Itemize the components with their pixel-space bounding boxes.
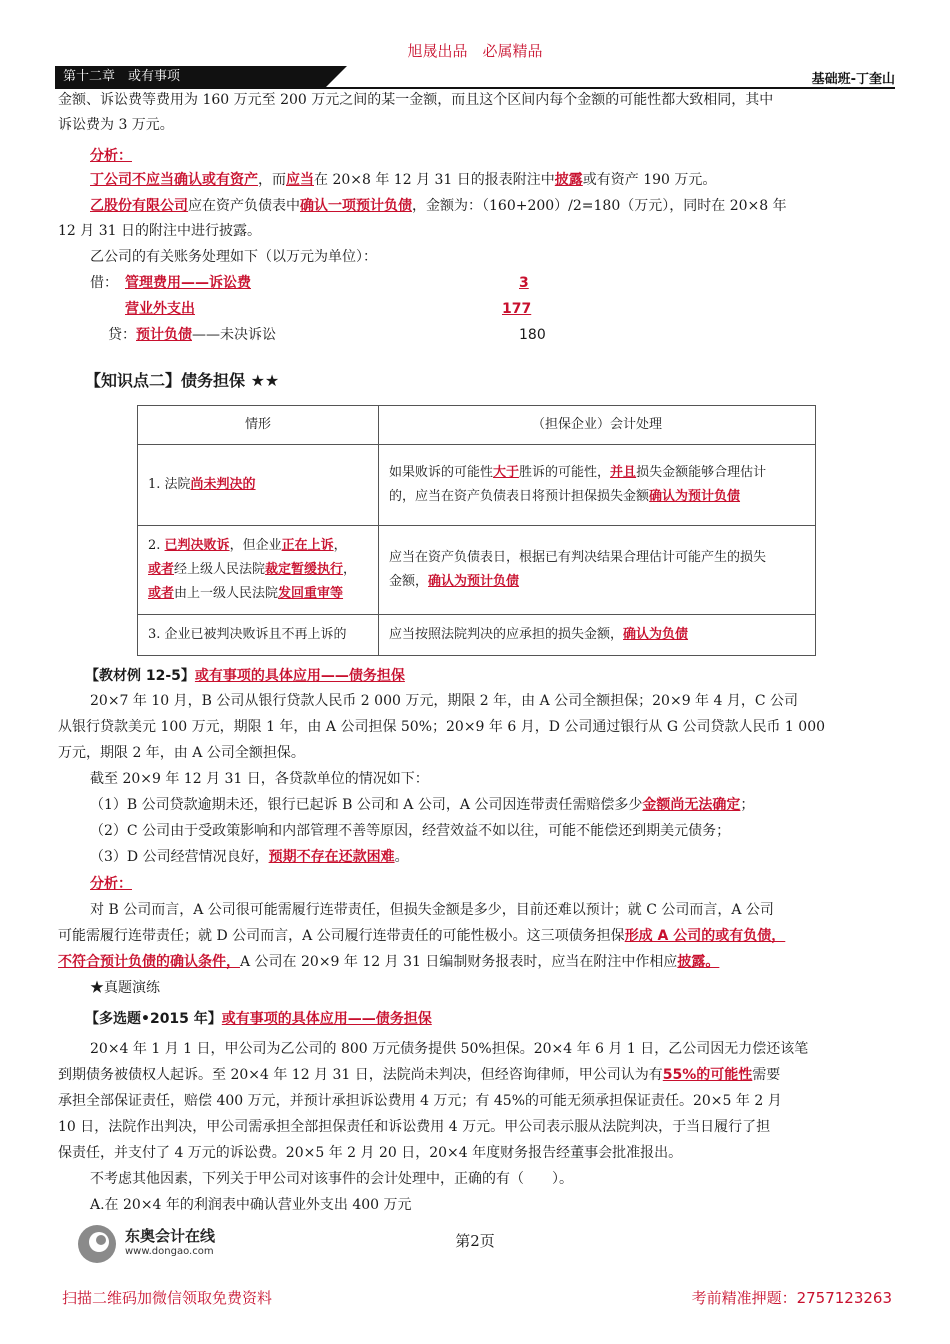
example-title: 或有事项的具体应用——债务担保 [194,668,405,684]
plain-text: 到期债务被债权人起诉。至 20×4 年 12 月 31 日，法院尚未判决，但经咨询律师，甲公司认为有 [58,1067,663,1083]
plain-text: 在 20×8 年 12 月 31 日的报表附注中 [314,172,555,188]
mark-text: 披露 [554,172,583,188]
example-line-4: 截至 20×9 年 12 月 31 日，各贷款单位的情况如下： [90,771,429,787]
example-heading [85,664,921,688]
plain-text: ，但企业 [229,538,282,553]
analysis2-line-3 [58,950,894,974]
mark-text: 并且 [610,465,637,480]
debit-amount-2: 177 [502,301,532,317]
mark-text: 应当 [286,172,314,188]
credit-sub-account: ——未决诉讼 [192,327,276,343]
plain-text: （1）B 公司贷款逾期未还，银行已起诉 B 公司和 A 公司，A 公司因连带责任需赔偿多少 [90,797,643,813]
mark-text: 确认一项预计负债 [300,198,412,214]
debit-amount-1: 3 [519,275,529,291]
plain-text: 由上一级人民法院 [174,586,279,601]
debit-account-2: 营业外支出 [125,301,195,317]
mark-text: 形成 A 公司的或有负债， [624,928,786,944]
mark-text: 正在上诉 [281,538,334,553]
plain-text: ， [333,538,347,553]
plain-text: 可能需履行连带责任；就 D 公司而言，A 公司履行连带责任的可能性极小。这三项债务担保 [58,928,625,944]
mark-text: 预期不存在还款困难 [268,849,395,865]
table-row [138,526,816,615]
example-line-3: 万元，期限 2 年，由 A 公司全额担保。 [58,745,305,761]
credit-line [108,323,276,347]
plain-text: （3）D 公司经营情况良好， [90,849,269,865]
mark-text: 或者 [148,586,175,601]
plain-text: 1. 法院 [148,477,191,492]
practice-question: 不考虑其他因素，下列关于甲公司对该事件的会计处理中，正确的有（ ）。 [90,1171,573,1187]
mark-text: 已判决败诉 [164,538,230,553]
debit-account-1: 管理费用——诉讼费 [125,275,251,291]
analysis-label-1 [90,144,894,168]
practice-line-5: 保责任，并支付了 4 万元的诉讼费。20×5 年 2 月 20 日，20×4 年度财务报告经董事会批准报出。 [58,1145,683,1161]
mark-text: 或者 [148,562,175,577]
table-header-cell: 情形 [138,406,379,445]
table-row [138,445,816,526]
chapter-bar-triangle [325,66,347,88]
chapter-title: 第十二章 或有事项 [55,66,325,88]
analysis1-p3: 乙公司的有关账务处理如下（以万元为单位）： [90,249,377,265]
mark-text: 乙股份有限公司 [90,198,188,214]
table-header-row [138,406,816,445]
debit-label: 借： [90,275,118,291]
analysis2-line-2 [58,924,894,948]
mark-text: 确认为预计负债 [649,489,741,504]
logo-url: www.dongao.com [125,1246,214,1257]
table-cell [138,445,379,526]
guarantee-table [137,405,816,656]
mark-text: 确认为负债 [623,627,689,642]
mark-text: 披露。 [677,954,720,970]
analysis1-p2-cont: 12 月 31 日的附注中进行披露。 [58,223,261,239]
credit-amount: 180 [519,327,546,343]
table-cell [379,615,816,656]
plain-text: 需要 [752,1067,781,1083]
table-cell [138,526,379,615]
credit-label: 贷： [108,327,136,343]
mark-text: 发回重审等 [278,586,344,601]
mark-text: 不符合预计负债的确认条件， [58,954,240,970]
table-header-cell: （担保企业）会计处理 [379,406,816,445]
mark-text: 大于 [493,465,520,480]
practice-heading [85,1007,921,1031]
section-title: 【知识点二】债务担保 ★★ [85,371,280,390]
mark-text: 裁定暂缓执行 [265,562,344,577]
promo-left: 扫描二维码加微信领取免费资料 [62,1289,273,1307]
example-tag: 【教材例 12-5】 [85,668,195,684]
plain-text: 如果败诉的可能性 [389,465,494,480]
chapter-bar [55,66,895,88]
practice-line-2 [58,1063,894,1087]
practice-star: ★真题演练 [90,980,160,996]
plain-text: 经上级人民法院 [174,562,266,577]
page-number: 第2页 [455,1232,495,1250]
plain-text: 。 [394,849,409,865]
plain-text: ， [343,562,357,577]
intro-line-1: 金额、诉讼费等费用为 160 万元至 200 万元之间的某一金额，而且这个区间内每个金额的可能性都大致相同，其中 [58,92,774,108]
table-cell [379,445,816,526]
analysis1-p1 [90,168,894,192]
example-item-3 [90,845,894,869]
plain-text: ，金额为：（160+200）/2=180（万元），同时在 20×8 年 [412,198,787,214]
table-row [138,615,816,656]
practice-title: 或有事项的具体应用——债务担保 [221,1011,432,1027]
logo-name: 东奥会计在线 [125,1227,216,1245]
table-cell [379,526,816,615]
mark-text: 确认为预计负债 [428,574,520,589]
credit-account: 预计负债 [136,327,192,343]
plain-text: 应当按照法院判决的应承担的损失金额， [389,627,624,642]
plain-text: 或有资产 190 万元。 [582,172,717,188]
plain-text: 的，应当在资产负债表日将预计担保损失金额 [389,489,650,504]
practice-tag: 【多选题•2015 年】 [85,1011,222,1027]
mark-text: 尚未判决的 [190,477,256,492]
analysis-label-text: 分析： [90,876,132,892]
mark-text: 金额尚无法确定 [642,797,741,813]
plain-text: 损失金额能够合理估计 [636,465,767,480]
practice-line-4: 10 日，法院作出判决，甲公司需承担全部担保责任和诉讼费用 4 万元。甲公司表示服从法院判决，于当日履行了担 [58,1119,771,1135]
plain-text: 2. [148,538,165,553]
plain-text: A 公司在 20×9 年 12 月 31 日编制财务报表时，应当在附注中作相应 [240,954,678,970]
example-item-2: （2）C 公司由于受政策影响和内部管理不善等原因，经营效益不如以往，可能不能偿还到期美元债务； [90,823,731,839]
mark-text: 55%的可能性 [662,1067,753,1083]
table-cell: 3. 企业已被判决败诉且不再上诉的 [138,615,379,656]
analysis-label-2 [90,872,894,896]
example-line-2: 从银行贷款美元 100 万元，期限 1 年，由 A 公司担保 50%；20×9 年 6 月，D 公司通过银行从 G 公司贷款人民币 1 000 [58,719,826,735]
plain-text: ； [740,797,755,813]
teacher-name: 基础班-丁奎山 [811,72,895,87]
plain-text: 应在资产负债表中 [188,198,300,214]
mark-text: 丁公司不应当确认或有资产 [90,172,258,188]
plain-text: 胜诉的可能性， [519,465,611,480]
plain-text: 金额， [389,574,429,589]
analysis-label-text: 分析： [90,148,132,164]
intro-line-2: 诉讼费为 3 万元。 [58,117,174,133]
plain-text: 应当在资产负债表日，根据已有判决结果合理估计可能产生的损失 [389,550,767,565]
analysis1-p2 [90,194,894,218]
practice-option-a: A.在 20×4 年的利润表中确认营业外支出 400 万元 [90,1197,412,1213]
promo-right: 考前精准押题：2757123263 [691,1289,892,1307]
practice-line-1: 20×4 年 1 月 1 日，甲公司为乙公司的 800 万元债务提供 50%担保。20×4 年 6 月 1 日，乙公司因无力偿还该笔 [90,1041,809,1057]
example-line-1: 20×7 年 10 月，B 公司从银行贷款人民币 2 000 万元，期限 2 年，由 A 公司全额担保；20×9 年 4 月，C 公司 [90,693,799,709]
practice-line-3: 承担全部保证责任，赔偿 400 万元，并预计承担诉讼费用 4 万元；有 45%的可能无须承担保证责任。20×5 年 2 月 [58,1093,782,1109]
top-banner: 旭晟出品 必属精品 [407,42,543,60]
analysis2-line-1: 对 B 公司而言，A 公司很可能需履行连带责任，但损失金额是多少，目前还难以预计；就 C 公司而言，A 公司 [90,902,774,918]
example-item-1 [90,793,894,817]
plain-text: ，而 [258,172,286,188]
